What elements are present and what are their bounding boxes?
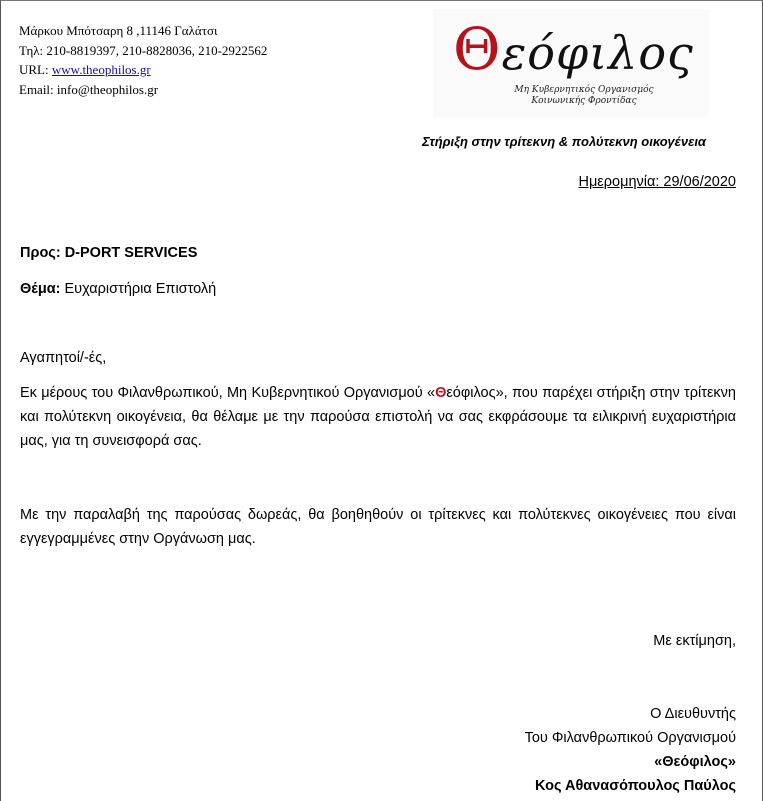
address-line: Μάρκου Μπότσαρη 8 ,11146 Γαλάτσι <box>19 23 218 38</box>
recipient: Προς: D-PORT SERVICES <box>20 245 198 261</box>
website-link[interactable]: www.theophilos.gr <box>51 62 151 77</box>
paragraph-1-end: », που παρέχει στήριξη στην τρίτεκνη και πολύτεκνη οικογένεια, θα θέλαμε με την παρούσα επιστολή να σας εκφράσουμε τα ειλικρινή ευχαριστήρια μας, για τη συνεισφορά σας. <box>20 385 736 449</box>
signature-org-name: «Θεόφιλος» <box>654 754 736 770</box>
logo-theta: Θ <box>453 15 502 83</box>
signature-block <box>525 702 736 798</box>
contact-block <box>19 21 267 99</box>
logo-word-rest: εόφιλος <box>501 26 694 80</box>
phone-line: Τηλ: 210-8819397, 210-8828036, 210-2922562 <box>19 42 268 58</box>
logo-subtitle-line1: Μη Κυβερνητικός Οργανισμός <box>514 85 654 95</box>
subject-text: Ευχαριστήρια Επιστολή <box>60 281 217 297</box>
logo-subtitle <box>489 85 679 107</box>
paragraph-1-start: Εκ μέρους του Φιλανθρωπικού, Μη Κυβερνητικού Οργανισμού « <box>20 385 436 401</box>
closing: Με εκτίμηση, <box>653 633 736 649</box>
body-paragraph-2: Με την παραλαβή της παρούσας δωρεάς, θα βοηθηθούν οι τρίτεκνες και πολύτεκνες οικογένειες που είναι εγγεγραμμένες στην Οργάνωση μας. <box>20 507 736 547</box>
body-paragraph-1 <box>20 381 736 453</box>
url-line <box>19 60 267 80</box>
salutation: Αγαπητοί/-ές, <box>20 350 107 366</box>
logo-subtitle-line2: Κοινωνικής Φροντίδας <box>531 96 637 106</box>
letter-date: Ημερομηνία: 29/06/2020 <box>578 174 736 190</box>
signature-org: Του Φιλανθρωπικού Οργανισμού <box>524 730 736 746</box>
email-line: Email: info@theophilos.gr <box>19 81 159 97</box>
logo-wordmark <box>453 15 694 83</box>
tagline: Στήριξη στην τρίτεκνη & πολύτεκνη οικογένεια <box>422 134 706 149</box>
url-label: URL: <box>19 62 52 77</box>
brand-name-rest: εόφιλος <box>446 385 496 401</box>
subject-label: Θέμα: <box>20 281 61 297</box>
signature-title: Ο Διευθυντής <box>650 706 736 722</box>
signature-name: Κος Αθανασόπουλος Παύλος <box>534 778 736 794</box>
brand-theta: Θ <box>435 385 447 401</box>
subject-line <box>20 281 216 297</box>
